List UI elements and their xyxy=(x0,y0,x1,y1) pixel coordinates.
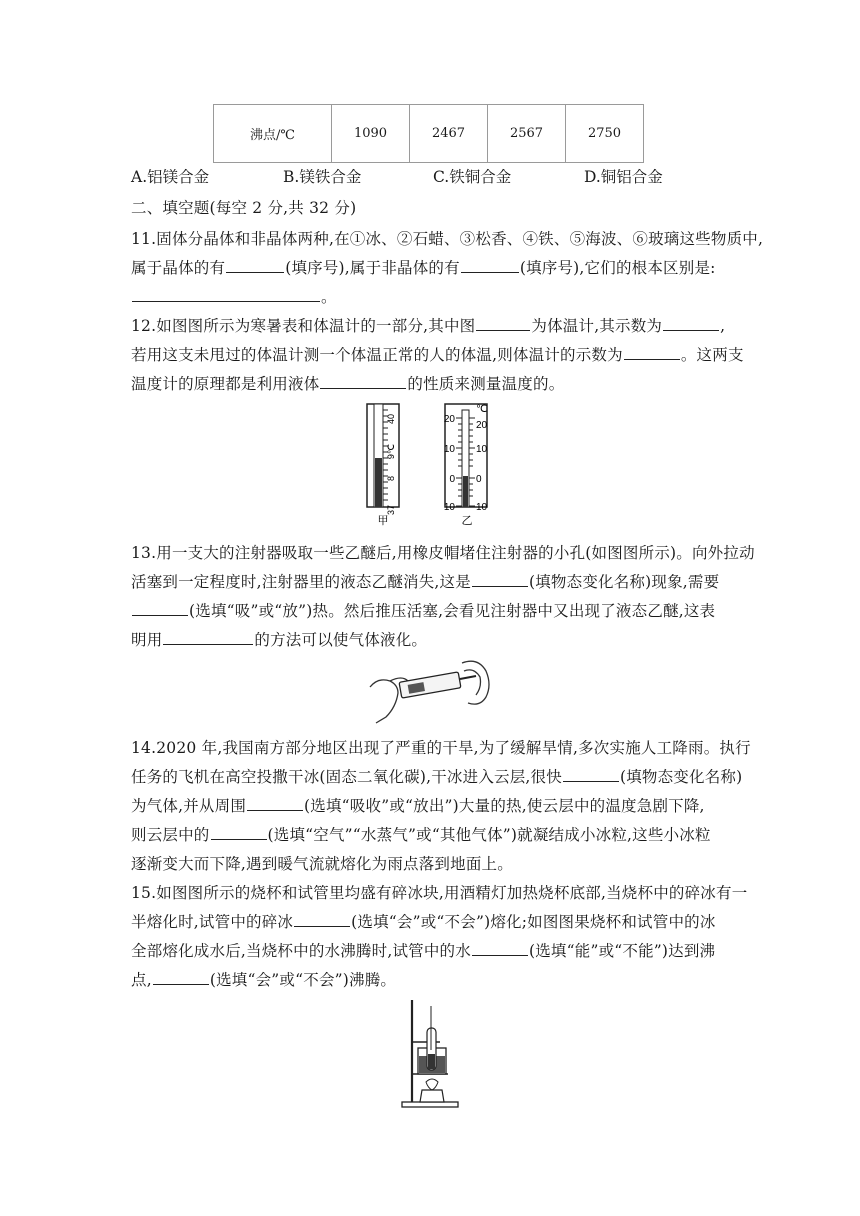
thermo-mark-40: 40 xyxy=(386,414,396,425)
boiling-point-table xyxy=(213,104,644,163)
table-row-label: 沸点/℃ xyxy=(214,105,332,163)
table-cell: 2467 xyxy=(410,105,488,163)
q11-text: 属于晶体的有 xyxy=(131,259,226,277)
q15-line4 xyxy=(131,968,396,990)
syringe-figure xyxy=(368,657,493,725)
q15-text: (选填“会”或“不会”)沸腾。 xyxy=(209,971,397,989)
q11-text: (填序号),它们的根本区别是: xyxy=(519,259,716,277)
tick-label: 0 xyxy=(476,474,482,485)
answer-blank[interactable] xyxy=(476,316,530,331)
figure-label-jia: 甲 xyxy=(377,514,389,527)
alcohol-lamp xyxy=(420,1090,444,1102)
q14-text: (选填“空气”“水蒸气”或“其他气体”)就凝结成小冰粒,这些小冰粒 xyxy=(267,826,711,844)
q14-line5: 逐渐变大而下降,遇到暖气流就熔化为雨点落到地面上。 xyxy=(131,855,513,873)
liquid-column xyxy=(463,476,468,507)
answer-blank[interactable] xyxy=(294,912,350,927)
q11-text: 。 xyxy=(321,288,337,306)
right-hand-icon xyxy=(462,661,489,704)
thermo-mark-8: 8 xyxy=(386,476,396,482)
q15-line2 xyxy=(131,910,716,932)
q12-text: 。这两支 xyxy=(680,346,744,364)
q14-text: 为气体,并从周围 xyxy=(131,797,247,815)
q13-text: 明用 xyxy=(131,631,163,649)
q14-text: 任务的飞机在高空投撒干冰(固态二氧化碳),干冰进入云层,很快 xyxy=(131,768,562,786)
option-c: C.铁铜合金 xyxy=(433,168,512,186)
q14-line1: 14.2020 年,我国南方部分地区出现了严重的干旱,为了缓解旱情,多次实施人工降雨。执行 xyxy=(131,739,751,757)
table-row xyxy=(214,105,644,163)
q14-line4 xyxy=(131,823,711,845)
heating-apparatus-figure xyxy=(398,998,468,1110)
crushed-ice-tube xyxy=(428,1054,435,1069)
q13-text: 的方法可以使气体液化。 xyxy=(254,631,428,649)
q13-line1: 13.用一支大的注射器吸取一些乙醚后,用橡皮帽堵住注射器的小孔(如图图所示)。向外拉动 xyxy=(131,544,755,562)
thermo-mark-9: 9℃ xyxy=(386,444,396,460)
section-title: 二、填空题(每空 2 分,共 32 分) xyxy=(131,199,357,217)
tick-label: 20 xyxy=(443,414,455,425)
q12-text: 温度计的原理都是利用液体 xyxy=(131,375,320,393)
q14-text: 则云层中的 xyxy=(131,826,210,844)
q14-line2 xyxy=(131,765,742,787)
q14-text: (填物态变化名称) xyxy=(619,768,743,786)
q12-line2 xyxy=(131,343,744,365)
q15-text: (选填“会”或“不会”)熔化;如图图果烧杯和试管中的冰 xyxy=(351,913,716,931)
q11-line1: 11.固体分晶体和非晶体两种,在①冰、②石蜡、③松香、④铁、⑤海波、⑥玻璃这些物质中, xyxy=(131,230,764,248)
tick-label: 0 xyxy=(449,474,455,485)
option-a: A.铝镁合金 xyxy=(131,168,210,186)
answer-blank[interactable] xyxy=(163,630,253,645)
answer-blank[interactable] xyxy=(132,601,188,616)
answer-blank[interactable] xyxy=(461,258,519,273)
tick-label: 10 xyxy=(443,502,455,513)
q12-text: 为体温计,其示数为 xyxy=(531,317,663,335)
q12-text: 12.如图图所示为寒暑表和体温计的一部分,其中图 xyxy=(131,317,476,335)
tick-label: 20 xyxy=(476,420,488,431)
thermometer-figure xyxy=(355,402,505,528)
table-cell: 2567 xyxy=(488,105,566,163)
table-cell: 2750 xyxy=(566,105,644,163)
stand-base xyxy=(402,1102,458,1107)
mercury-column xyxy=(375,458,382,507)
q12-text: 的性质来测量温度的。 xyxy=(407,375,565,393)
tick-label: 10 xyxy=(443,444,455,455)
q15-text: 点, xyxy=(131,971,152,989)
q13-text: (填物态变化名称)现象,需要 xyxy=(528,573,720,591)
q13-text: (选填“吸”或“放”)热。然后推压活塞,会看见注射器中又出现了液态乙醚,这表 xyxy=(189,602,716,620)
celsius-unit: ℃ xyxy=(476,404,488,415)
q12-text: , xyxy=(720,317,726,335)
answer-blank[interactable] xyxy=(472,941,528,956)
plunger-rod xyxy=(460,676,476,679)
q15-text: 全部熔化成水后,当烧杯中的水沸腾时,试管中的水 xyxy=(131,942,471,960)
flame-icon xyxy=(426,1079,438,1090)
answer-blank[interactable] xyxy=(247,796,303,811)
q15-text: 半熔化时,试管中的碎冰 xyxy=(131,913,294,931)
tick-label: 10 xyxy=(476,444,488,455)
q12-line3 xyxy=(131,372,564,394)
table-cell: 1090 xyxy=(332,105,410,163)
answer-blank[interactable] xyxy=(153,970,209,985)
q12-line1 xyxy=(131,314,725,336)
answer-blank[interactable] xyxy=(472,572,528,587)
answer-blank[interactable] xyxy=(211,825,267,840)
answer-blank[interactable] xyxy=(563,767,619,782)
answer-blank[interactable] xyxy=(320,374,406,389)
thermo-mark-37: 37 xyxy=(386,505,396,516)
q13-line2 xyxy=(131,570,719,592)
q15-text: (选填“能”或“不能”)达到沸 xyxy=(528,942,716,960)
q13-line4 xyxy=(131,628,427,650)
q14-text: (选填“吸收”或“放出”)大量的热,使云层中的温度急剧下降, xyxy=(304,797,705,815)
q11-line3 xyxy=(131,285,337,307)
option-b: B.镁铁合金 xyxy=(283,168,362,186)
q11-text: (填序号),属于非晶体的有 xyxy=(285,259,460,277)
q12-text: 若用这支未甩过的体温计测一个体温正常的人的体温,则体温计的示数为 xyxy=(131,346,623,364)
figure-label-yi: 乙 xyxy=(461,514,473,527)
answer-blank[interactable] xyxy=(624,345,680,360)
q15-line1: 15.如图图所示的烧杯和试管里均盛有碎冰块,用酒精灯加热烧杯底部,当烧杯中的碎冰有一 xyxy=(131,884,748,902)
q13-text: 活塞到一定程度时,注射器里的液态乙醚消失,这是 xyxy=(131,573,471,591)
answer-blank[interactable] xyxy=(132,287,320,302)
q14-line3 xyxy=(131,794,705,816)
option-d: D.铜铝合金 xyxy=(584,168,663,186)
answer-blank[interactable] xyxy=(226,258,284,273)
q13-line3 xyxy=(131,599,715,621)
answer-blank[interactable] xyxy=(663,316,719,331)
q11-line2 xyxy=(131,256,716,278)
tick-label: 10 xyxy=(476,502,488,513)
q15-line3 xyxy=(131,939,715,961)
